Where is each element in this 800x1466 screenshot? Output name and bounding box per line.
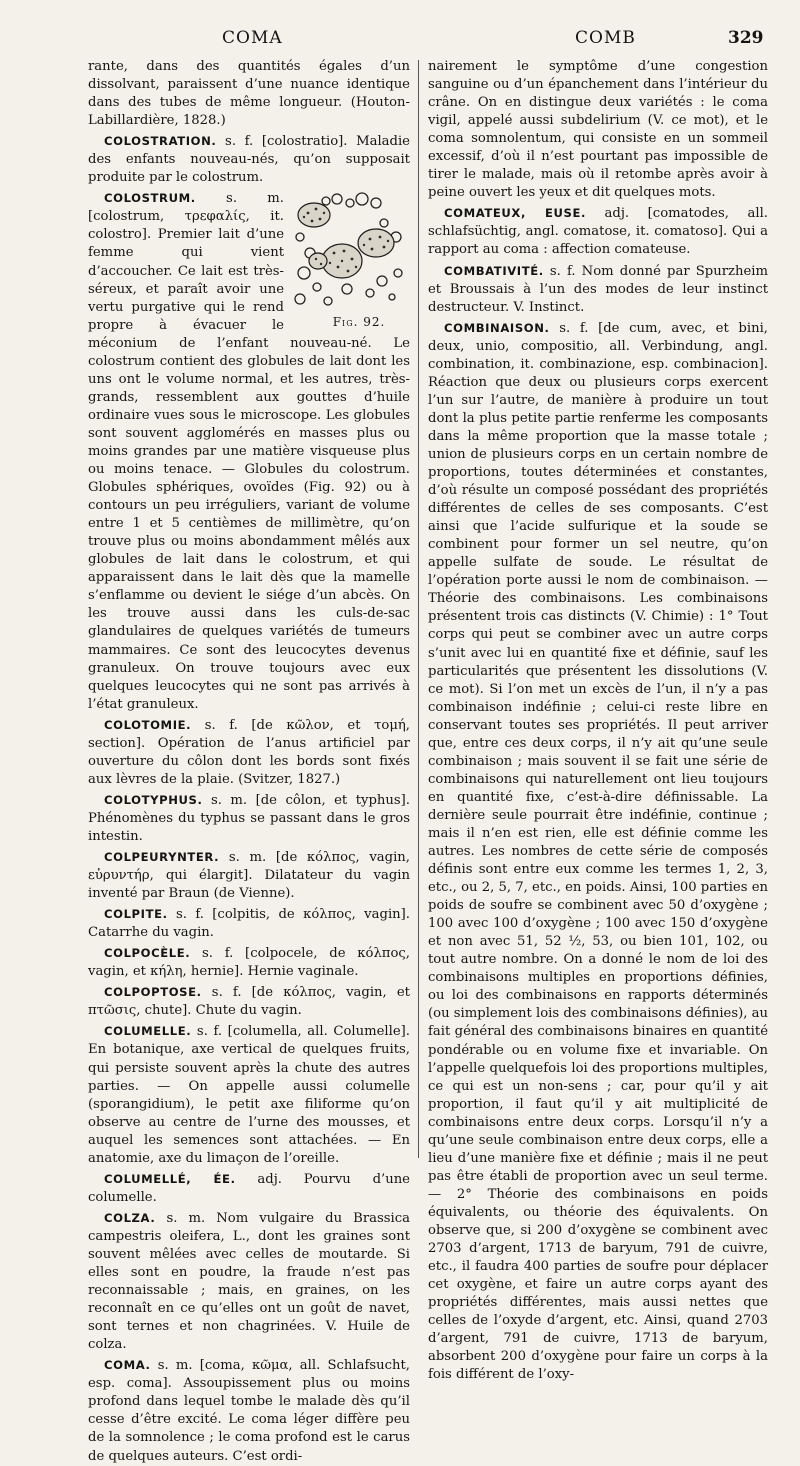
left-guide-word: COMA [222,28,283,48]
entry-text: s. m. [colostrum, τρεφαλίς, it. colostro]. Premier lait d’une femme qui vient d’accoucher. Ce lait est très-séreux, et paraît avoir une vertu purgative qui le rend propre à évacuer le méconium de l’enfant nouveau-né. Le colostrum contient des globules de lait dont les uns ont le volume normal, et les autres, très-grands, ressemblent aux gouttes d’huile ordinaire vues sous le microscope. Les globules sont souvent agglomérés en masses plus ou moins grandes par une matière visqueuse plus ou moins tenace. — Globules du colostrum. Globules sphériques, ovoïdes (Fig. 92) ou à contours un peu irréguliers, variant de volume entre 1 et 5 centièmes de millimètre, qu’on trouve plus ou moins abondamment mêlés aux globules de lait dans le colostrum, et qui apparaissent dans le lait dès que la mamelle s’enflamme ou devient le siége d’un abcès. On les trouve aussi dans les culs-de-sac glandulaires de quelques variétés de tumeurs mammaires. Ce sont des leucocytes devenus granuleux. On trouve toujours avec eux quelques leucocytes qui ne sont pas arrivés à l’état granuleux. [88,191,410,712]
entry-headword: COLUMELLÉ, ÉE. [104,1171,236,1186]
entry-text: s. f. [colpocele, de κόλπος, vagin, et κήλη, hernie]. Hernie vaginale. [88,946,410,980]
entry-headword: COLPITE. [104,907,168,922]
running-header [0,28,800,56]
page-number: 329 [728,28,764,48]
entry-headword: COLOTOMIE. [104,717,192,732]
dictionary-entry [428,319,768,1385]
dictionary-entry [88,1209,410,1354]
dictionary-entry [428,262,768,317]
entry-continuation [428,58,768,202]
dictionary-entry [88,983,410,1020]
figure-92 [292,193,410,329]
entry-text: s. f. [de κῶλον, et τομή, section]. Opération de l’anus artificiel par ouverture du côlon dont les bords sont fixés aux lèvres de la plaie. (Svitzer, 1827.) [88,717,410,787]
entry-headword: COLPOCÈLE. [104,946,191,961]
entry-headword: COLOSTRATION. [104,134,217,149]
entry-headword: COMA. [104,1358,151,1373]
entry-text: adj. Pourvu d’une columelle. [88,1171,410,1205]
entry-headword: COMBINAISON. [444,320,550,335]
dictionary-entry [88,905,410,942]
dictionary-entry [88,1170,410,1207]
entry-text: adj. [comatodes, all. schlafsüchtig, angl. comatose, it. comatoso]. Qui a rapport au coma : affection comateuse. [428,206,768,258]
dictionary-entry [88,189,410,713]
entry-text: s. f. [columella, all. Columelle]. En botanique, axe vertical de quelques fruits, qui persiste souvent après la chute des autres parties. — On appelle aussi columelle (sporangidium), le petit axe filiforme qu’on observe au centre de l’urne des mousses, et auquel les semences sont attachées. — En anatomie, axe du limaçon de l’oreille. [88,1024,410,1166]
dictionary-entry [88,132,410,187]
entry-text: s. m. [de côlon, et typhus]. Phénomènes du typhus se passant dans le gros intestin. [88,792,411,844]
entry-text: s. f. [colostratio]. Maladie des enfants nouveau-nés, qu’on supposait produite par le colostrum. [88,134,410,186]
colostrum-globules-illustration [292,193,410,311]
figure-caption: Fig. 92. [332,315,386,330]
entry-text: s. m. [coma, κῶμα, all. Schlafsucht, esp. coma]. Assoupissement plus ou moins profond dans lequel tombe le malade dès qu’il cesse d’être excité. Le coma léger diffère peu de la somnolence ; le coma profond est le carus de quelques auteurs. C’est ordi- [88,1358,410,1464]
dictionary-entry [88,944,410,981]
left-column [88,58,411,1464]
dictionary-entry [88,716,410,789]
dictionary-entry [88,791,410,846]
entry-text: s. f. Nom donné par Spurzheim et Broussais à l’un des modes de leur instinct destructeur. V. Instinct. [428,263,768,315]
entry-headword: COMBATIVITÉ. [444,263,544,278]
entry-headword: COMATEUX, EUSE. [444,206,586,221]
entry-text: s. f. [de κόλπος, vagin, et πτῶσις, chute]. Chute du vagin. [88,985,410,1019]
entry-headword: COLOSTRUM. [104,191,196,206]
entry-headword: COLOTYPHUS. [104,792,203,807]
dictionary-entry [428,204,768,259]
entry-continuation [88,58,410,130]
right-column [428,58,768,1383]
right-guide-word: COMB [575,28,636,48]
entry-headword: COLPOPTOSE. [104,985,202,1000]
entry-text: s. f. [colpitis, de κόλπος, vagin]. Catarrhe du vagin. [88,907,410,941]
entry-headword: COLUMELLE. [104,1024,192,1039]
entry-text: s. m. [de κόλπος, vagin, εὐρυντήρ, qui élargit]. Dilatateur du vagin inventé par Braun (de Vienne). [88,850,410,902]
column-divider [418,60,419,1158]
dictionary-entry [88,848,410,903]
entry-text: s. f. [de cum, avec, et bini, deux, unio, compositio, all. Verbindung, angl. combination, it. combinazione, esp. combinacion]. Réaction que deux ou plusieurs corps exercent l’un sur l’autre, de manière à produire un tout dont la plus petite partie renferme les composants dans la même proportion que la masse totale ; union de plusieurs corps en un certain nombre de proportions, toutes déterminées et constantes, d’où résulte un composé possédant des propriétés différentes de celles de ses composants. C’est ainsi que l’acide sulfurique et la soude se combinent pour former un sel neutre, qu’on appelle sulfate de soude. Le résultat de l’opération porte aussi le nom de combinaison. — Théorie des combinaisons. Les combinaisons présentent trois cas distincts (V. Chimie) : 1° Tout corps qui peut se combiner avec un autre corps s’unit avec lui en quantité fixe et définie, sauf les particularités que présentent les dissolutions (V. ce mot). Si l’on met un excès de l’un, il n’y a pas combinaison indéfinie ; celui-ci reste libre en conservant toutes ses propriétés. Il peut arriver que, entre ces deux corps, il n’y ait qu’une seule combinaison ; mais souvent il se fait une série de combinaisons qui naturellement ont lieu toujours en quantité fixe, c’est-à-dire définissable. La dernière seule pourrait être indéfinie, continue ; mais il n’en est rien, elle est définie comme les autres. Les nombres de cette série de composés définis sont entre eux comme les termes 1, 2, 3, etc., ou 2, 5, 7, etc., en poids. Ainsi, 100 parties en poids de soufre se combinent avec 50 d’oxygène ; 100 avec 100 d’oxygène ; 100 avec 150 d’oxygène et non avec 51, 52 ½, 53, ou bien 101, 102, ou tout autre nombre. On a donné le nom de loi des combinaisons multiples en proportions définies, ou loi des combinaisons en rapports déterminés (ou simplement lois des combinaisons définies), au fait général des combinaisons binaires en quantité pondérable ou en volume fixe et invariable. On l’appelle quelquefois loi des proportions multiples, ce qui est un non-sens ; car, pour qu’il y ait proportion, il faut qu’il y ait multiplicité de combinaisons entre deux corps. Lorsqu’il n’y a qu’une seule combinaison entre deux corps, elle a lieu d’une manière fixe et définie ; mais il ne peut pas être établi de proportion avec un seul terme. — 2° Théorie des combinaisons en poids équivalents, ou théorie des équivalents. On observe que, si 200 d’oxygène se combinent avec 2703 d’argent, 1713 de baryum, 791 de cuivre, etc., il faudra 400 parties de soufre pour déplacer cet oxygène, et faire un autre corps ayant des propriétés différentes, mais aussi nettes que celles de l’oxyde d’argent, etc. Ainsi, quand 2703 d’argent, 791 de cuivre, 1713 de baryum, absorbent 200 d’oxygène pour faire un corps à la fois différent de l’oxy- [428,320,768,1383]
entry-text: rante, dans des quantités égales d’un dissolvant, paraissent d’une nuance identique dans des tubes de même longueur. (Houton-Labillardière, 1828.) [88,59,410,129]
dictionary-entry [88,1356,410,1465]
entry-headword: COLPEURYNTER. [104,850,220,865]
dictionary-entry [88,1022,410,1167]
entry-headword: COLZA. [104,1210,156,1225]
entry-text: nairement le symptôme d’une congestion sanguine ou d’un épanchement dans l’intérieur du crâne. On en distingue deux variétés : le coma vigil, appelé aussi subdelirium (V. ce mot), et le coma somnolentum, qui consiste en un sommeil excessif, d’où il n’est pourtant pas impossible de tirer le malade, mais où il retombe après avoir à peine ouvert les yeux et dit quelques mots. [428,59,768,201]
entry-text: s. m. Nom vulgaire du Brassica campestris oleifera, L., dont les graines sont souvent mêlées avec celles de moutarde. Si elles sont en poudre, la fraude n’est pas reconnaissable ; mais, en graines, on les reconnaît en ce qu’elles ont un goût de navet, sont ternes et non chagrinées. V. Huile de colza. [88,1210,410,1353]
